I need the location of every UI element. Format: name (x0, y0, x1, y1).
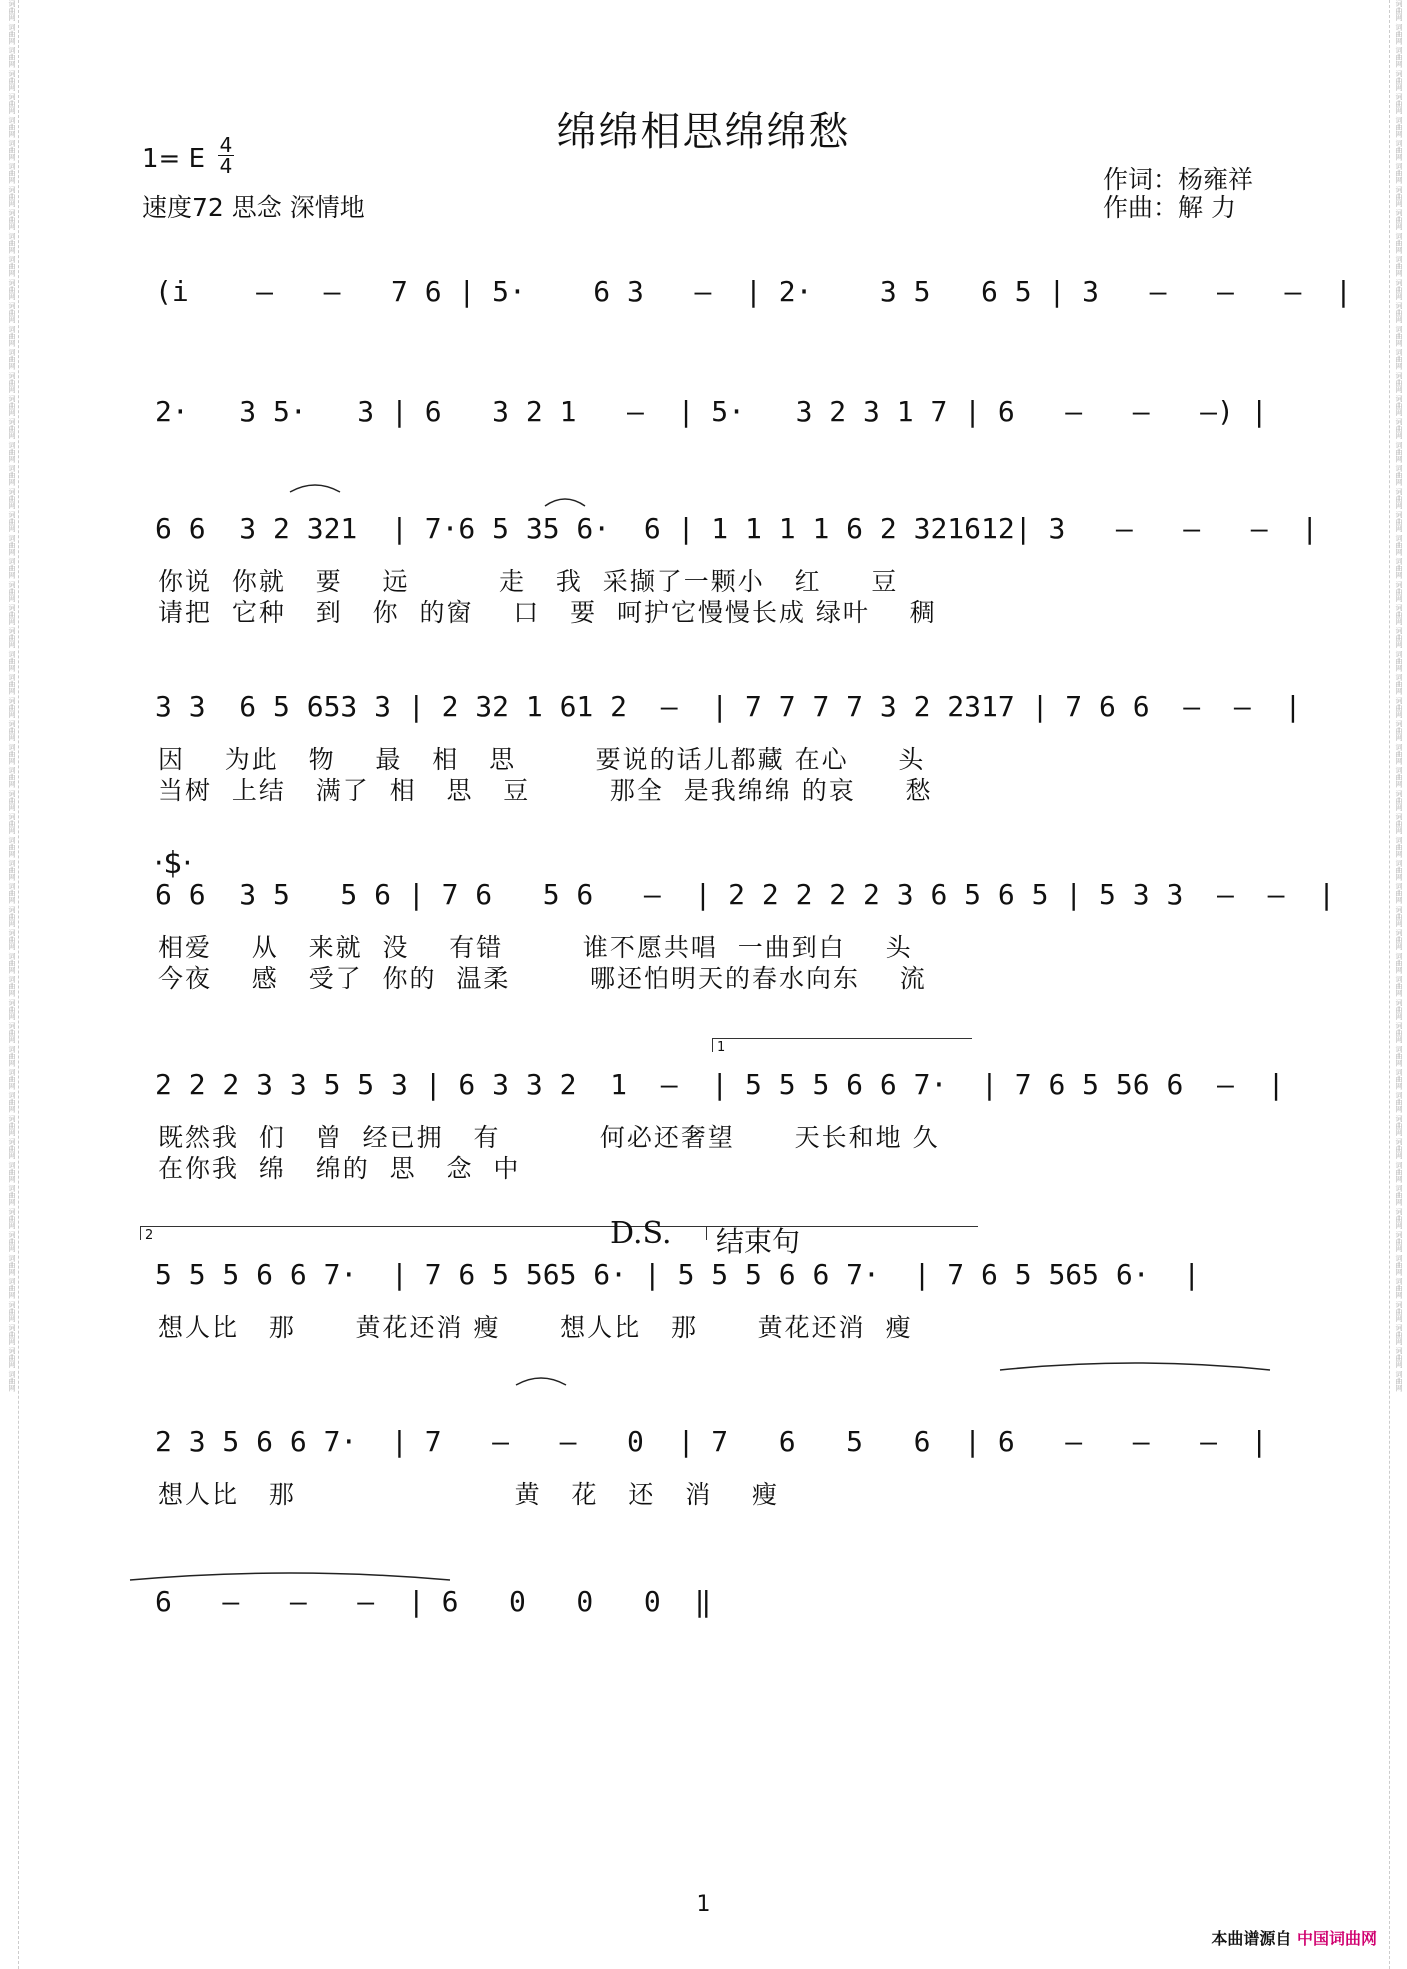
tempo-marking: 速度72 思念 深情地 (142, 193, 365, 222)
slur-mark (290, 485, 340, 492)
notation-line: 6 — — — | 6 0 0 0 ‖ (155, 1585, 712, 1618)
lyric-line-1: 既然我 们 曾 经已拥 有 何必还奢望 天长和地 久 (158, 1123, 940, 1152)
lyric-line-2: 今夜 感 受了 你的 温柔 哪还怕明天的春水向东 流 (158, 964, 927, 993)
key-signature: 1= E (142, 144, 206, 174)
lyric-line-1: 因 为此 物 最 相 思 要说的话儿都藏 在心 头 (158, 745, 926, 774)
volta-2-label: 2 (145, 1228, 154, 1243)
lyric-line-1: 你说 你就 要 远 走 我 采撷了一颗小 红 豆 (158, 567, 899, 596)
segno-sign: ·$· (154, 846, 193, 881)
slur-mark (516, 1378, 566, 1385)
notation-line: 3 3 6 5 653 3 | 2 32 1 61 2 — | 7 7 7 7 3 2 2317 | 7 6 6 — — | (155, 690, 1302, 723)
lyric-line-2: 请把 它种 到 你 的窗 口 要 呵护它慢慢长成 绿叶 稠 (158, 598, 937, 627)
meter-top: 4 (219, 133, 233, 157)
slur-mark (545, 499, 585, 506)
notation-line: 6 6 3 2 321 | 7·6 5 35 6· 6 | 1 1 1 1 6 2 321612| 3 — — — | (155, 512, 1319, 545)
notation-line: (i — — 7 6 | 5· 6 3 — | 2· 3 5 6 5 | 3 — — — | (155, 275, 1352, 308)
slur-mark (1000, 1363, 1270, 1370)
notation-line: 6 6 3 5 5 6 | 7 6 5 6 — | 2 2 2 2 2 3 6 5 6 5 | 5 3 3 — — | (155, 878, 1336, 911)
left-edge-watermark: 词曲网 词曲网 词曲网 词曲网 词曲网 词曲网 词曲网 词曲网 词曲网 词曲网 词曲网 词曲网 词曲网 词曲网 词曲网 词曲网 词曲网 词曲网 词曲网 词曲网 词曲网 词曲网 词曲网 词曲网 词曲网 词曲网 词曲网 词曲网 词曲网 词曲网 词曲网 词曲网 词曲网 词曲网 词曲网 词曲网 词曲网 词曲网 词曲网 词曲网 词曲网 词曲网 词曲网 词曲网 词曲网 词曲网 词曲网 词曲网 词曲网 词曲网 词曲网 词曲网 词曲网 词曲网 词曲网 词曲网 词曲网 词曲网 词曲网 词曲网 (8, 0, 16, 1392)
lyric-line-1: 想人比 那 黄 花 还 消 瘦 (158, 1480, 779, 1509)
notation-line: 2 3 5 6 6 7· | 7 — — 0 | 7 6 5 6 | 6 — — — | (155, 1425, 1268, 1458)
source-brand: 中国词曲网 (1296, 1929, 1377, 1948)
volta-1-label: 1 (717, 1040, 726, 1055)
lyricist-credit: 作词：杨雍祥 (1103, 165, 1254, 194)
score-title: 绵绵相思绵绵愁 (556, 109, 851, 155)
slur-mark (130, 1573, 450, 1580)
ending-phrase-label: 结束句 (716, 1225, 801, 1258)
lyric-line-1: 相爱 从 来就 没 有错 谁不愿共唱 一曲到白 头 (158, 933, 913, 962)
notation-line: 2· 3 5· 3 | 6 3 2 1 — | 5· 3 2 3 1 7 | 6 — — —) | (155, 395, 1268, 428)
ds-marking: D.S. (610, 1216, 672, 1251)
right-edge-watermark: 词曲网 词曲网 词曲网 词曲网 词曲网 词曲网 词曲网 词曲网 词曲网 词曲网 词曲网 词曲网 词曲网 词曲网 词曲网 词曲网 词曲网 词曲网 词曲网 词曲网 词曲网 词曲网 词曲网 词曲网 词曲网 词曲网 词曲网 词曲网 词曲网 词曲网 词曲网 词曲网 词曲网 词曲网 词曲网 词曲网 词曲网 词曲网 词曲网 词曲网 词曲网 词曲网 词曲网 词曲网 词曲网 词曲网 词曲网 词曲网 词曲网 词曲网 词曲网 词曲网 词曲网 词曲网 词曲网 词曲网 词曲网 词曲网 词曲网 词曲网 (1395, 0, 1403, 1392)
source-text: 本曲谱源自 (1211, 1929, 1292, 1948)
lyric-line-2: 在你我 绵 绵的 思 念 中 (158, 1154, 521, 1183)
page-number: 1 (696, 1892, 711, 1917)
notation-line: 2 2 2 3 3 5 5 3 | 6 3 3 2 1 — | 5 5 5 6 6 7· | 7 6 5 56 6 — | (155, 1068, 1285, 1101)
meter-bottom: 4 (219, 154, 233, 178)
lyric-line-2: 当树 上结 满了 相 思 豆 那全 是我绵绵 的哀 愁 (158, 776, 933, 805)
source-footer (1211, 1926, 1377, 1949)
notation-line: 5 5 5 6 6 7· | 7 6 5 565 6· | 5 5 5 6 6 7· | 7 6 5 565 6· | (155, 1258, 1201, 1291)
lyric-line-1: 想人比 那 黄花还消 瘦 想人比 那 黄花还消 瘦 (158, 1313, 913, 1342)
composer-credit: 作曲：解 力 (1103, 193, 1236, 222)
